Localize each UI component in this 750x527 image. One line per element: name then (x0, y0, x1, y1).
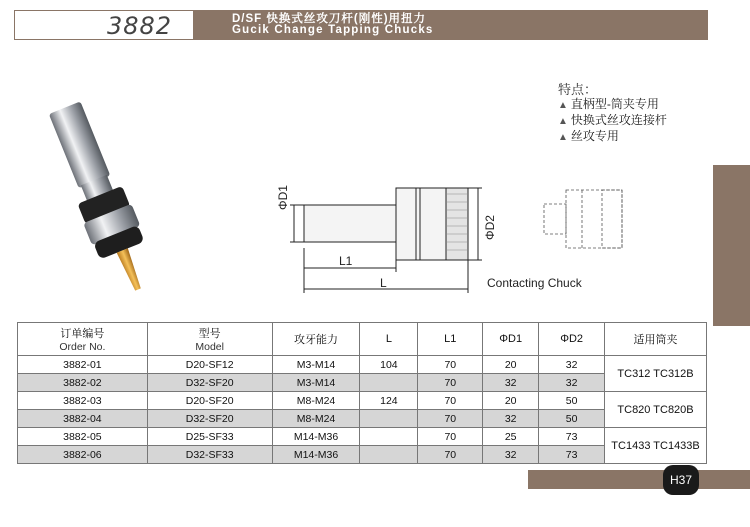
feature-item: ▲ 丝攻专用 (558, 129, 619, 143)
feature-item: ▲ 快换式丝攻连接杆 (558, 113, 667, 127)
tapping-chuck-photo (28, 90, 228, 300)
catalog-number: 3882 (107, 12, 173, 40)
table-row: 3882-04 D32-SF20 M8-M24 70 32 50 (18, 410, 707, 428)
table-row: 3882-03 D20-SF20 M8-M24 124 70 20 50 TC820 TC820B (18, 392, 707, 410)
col-capacity: 攻牙能力 (272, 323, 360, 356)
col-collet: 适用筒夹 (605, 323, 707, 356)
triangle-bullet-icon: ▲ (558, 100, 568, 111)
col-l1: L1 (418, 323, 483, 356)
col-l: L (360, 323, 418, 356)
features-list (558, 82, 667, 145)
page-number-badge: H37 (663, 465, 699, 495)
title-chinese: D/SF 快换式丝攻刀杆(刚性)用扭力 (232, 13, 427, 25)
footer-bar (528, 470, 750, 489)
collet-cell: TC820 TC820B (605, 392, 707, 428)
collet-drawing (536, 186, 636, 252)
label-contacting-chuck: Contacting Chuck (487, 276, 582, 290)
label-d2: ΦD2 (483, 215, 497, 240)
title-english: Gucik Change Tapping Chucks (232, 24, 434, 36)
collet-cell: TC1433 TC1433B (605, 428, 707, 464)
label-d1: ΦD1 (276, 185, 290, 210)
table-row: 3882-02 D32-SF20 M3-M14 70 32 32 (18, 374, 707, 392)
label-l: L (380, 276, 387, 290)
col-d1: ΦD1 (483, 323, 539, 356)
table-header (18, 323, 707, 356)
features-title: 特点： (558, 82, 598, 97)
triangle-bullet-icon: ▲ (558, 132, 568, 143)
collet-cell: TC312 TC312B (605, 356, 707, 392)
table-row: 3882-06 D32-SF33 M14-M36 70 32 73 (18, 446, 707, 464)
col-model: 型号 Model (147, 323, 272, 356)
col-d2: ΦD2 (539, 323, 605, 356)
triangle-bullet-icon: ▲ (558, 116, 568, 127)
feature-item: ▲ 直柄型-筒夹专用 (558, 97, 659, 111)
catalog-number-box (14, 10, 194, 40)
spec-table (17, 322, 707, 464)
label-l1: L1 (339, 254, 353, 268)
side-tab (713, 165, 750, 326)
table-row: 3882-01 D20-SF12 M3-M14 104 70 20 32 TC312 TC312B (18, 356, 707, 374)
col-order-no: 订单编号 Order No. (18, 323, 148, 356)
table-row: 3882-05 D25-SF33 M14-M36 70 25 73 TC1433 TC1433B (18, 428, 707, 446)
